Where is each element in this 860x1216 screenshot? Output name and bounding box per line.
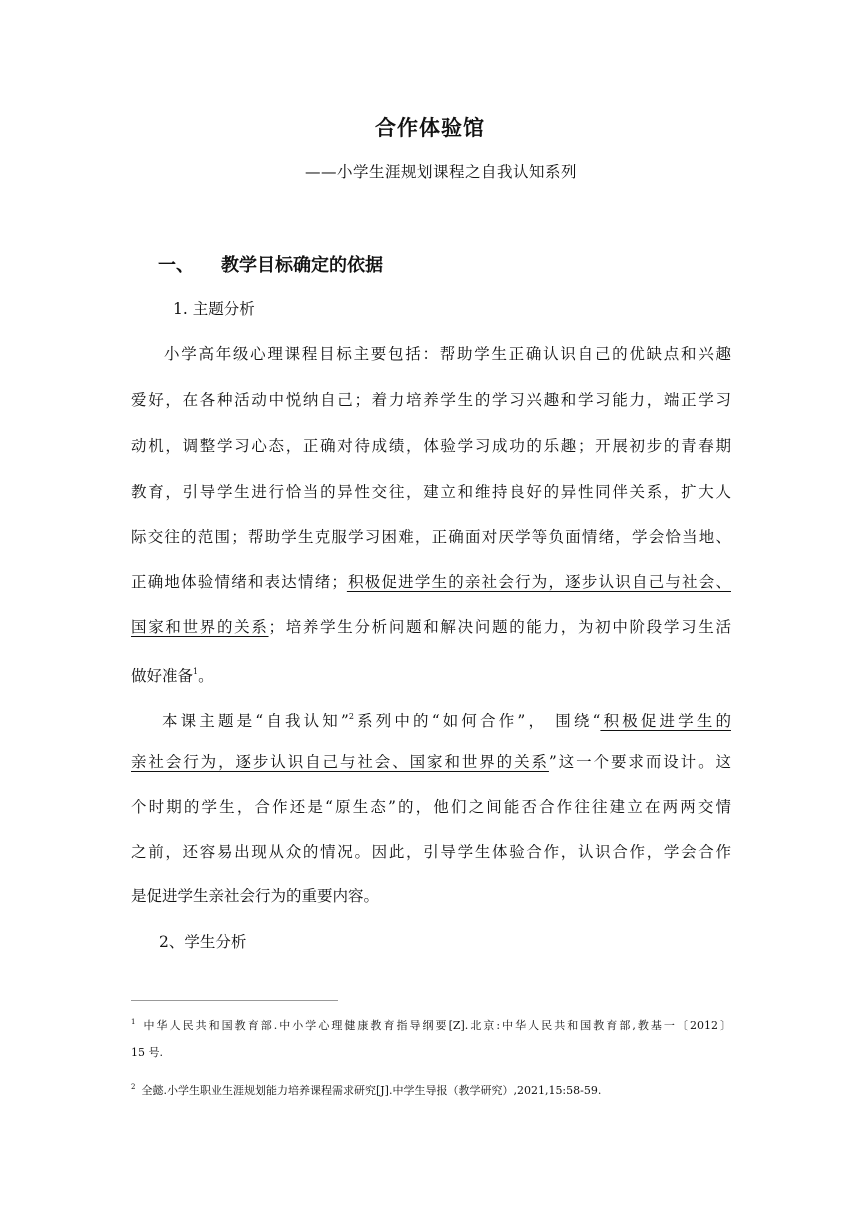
para1-line7-text: ；培养学生分析问题和解决问题的能力，为初中阶段学习生活 — [268, 618, 731, 636]
para2-line2 — [131, 750, 731, 774]
para1-line8-end: 。 — [198, 667, 214, 685]
para1-line3: 动机，调整学习心态，正确对待成绩，体验学习成功的乐趣；开展初步的青春期 — [131, 437, 731, 455]
footnote-ref-2: 2 — [348, 712, 354, 721]
para1-line1: 小学高年级心理课程目标主要包括：帮助学生正确认识自己的优缺点和兴趣 — [164, 345, 731, 363]
para2-line2-text: ”这一个要求而设计。这 — [548, 753, 731, 771]
page-title: 合作体验馆 — [375, 116, 485, 140]
para1-line6-underlined: 积极促进学生的亲社会行为，逐步认识自己与社会、 — [346, 573, 731, 591]
para2-line4: 之前，还容易出现从众的情况。因此，引导学生体验合作，认识合作，学会合作 — [131, 843, 731, 861]
para2-line5: 是促进学生亲社会行为的重要内容。 — [131, 887, 380, 905]
para1-line6-text: 正确地体验情绪和表达情绪； — [131, 573, 347, 591]
para1-line5: 际交往的范围；帮助学生克服学习困难，正确面对厌学等负面情绪，学会恰当地、 — [131, 528, 731, 546]
para1-line7 — [131, 615, 731, 639]
para1-line8-text: 做好准备 — [131, 667, 194, 685]
section-heading: 教学目标确定的依据 — [221, 255, 383, 276]
subsection-heading-1: 1. 主题分析 — [173, 300, 255, 318]
para1-line8 — [131, 660, 731, 684]
section-number: 一、 — [158, 255, 194, 276]
footnote-1-line2: 15 号. — [131, 1046, 163, 1059]
footnote-2-text: 全懿.小学生职业生涯规划能力培养课程需求研究[J].中学生导报（教学研究）,2021,15:58-59. — [141, 1084, 602, 1097]
subsection-heading-2: 2、学生分析 — [159, 933, 247, 951]
para1-line4: 教育，引导学生进行恰当的异性交往，建立和维持良好的异性同伴关系，扩大人 — [131, 483, 731, 501]
page-subtitle: ——小学生涯规划课程之自我认知系列 — [305, 163, 578, 181]
para2-line3: 个时期的学生，合作还是“原生态”的，他们之间能否合作往往建立在两两交情 — [131, 798, 731, 816]
para2-line1-text-a: 本课主题是“自我认知” — [162, 712, 349, 730]
footnote-1-mark: 1 — [131, 1018, 136, 1026]
footnote-2-mark: 2 — [131, 1083, 136, 1091]
para2-line1-underlined: 积极促进学生的 — [600, 712, 731, 730]
para2-line2-underlined: 亲社会行为，逐步认识自己与社会、国家和世界的关系 — [131, 753, 549, 771]
para2-line1-text-b: 系列中的“如何合作”， 围绕“ — [353, 712, 601, 730]
para2-line1 — [162, 705, 731, 729]
para1-line6 — [131, 570, 731, 594]
para1-line7-underlined: 国家和世界的关系 — [131, 618, 269, 636]
footnote-ref-1: 1 — [193, 667, 199, 676]
footnote-1-text: 中华人民共和国教育部.中小学心理健康教育指导纲要[Z].北京:中华人民共和国教育部,教基一〔2012〕 — [141, 1019, 731, 1032]
footnote-1-line1 — [131, 1014, 731, 1034]
footnote-separator — [131, 1000, 338, 1001]
para1-line2: 爱好，在各种活动中悦纳自己；着力培养学生的学习兴趣和学习能力，端正学习 — [131, 391, 731, 409]
footnote-2 — [131, 1079, 731, 1099]
